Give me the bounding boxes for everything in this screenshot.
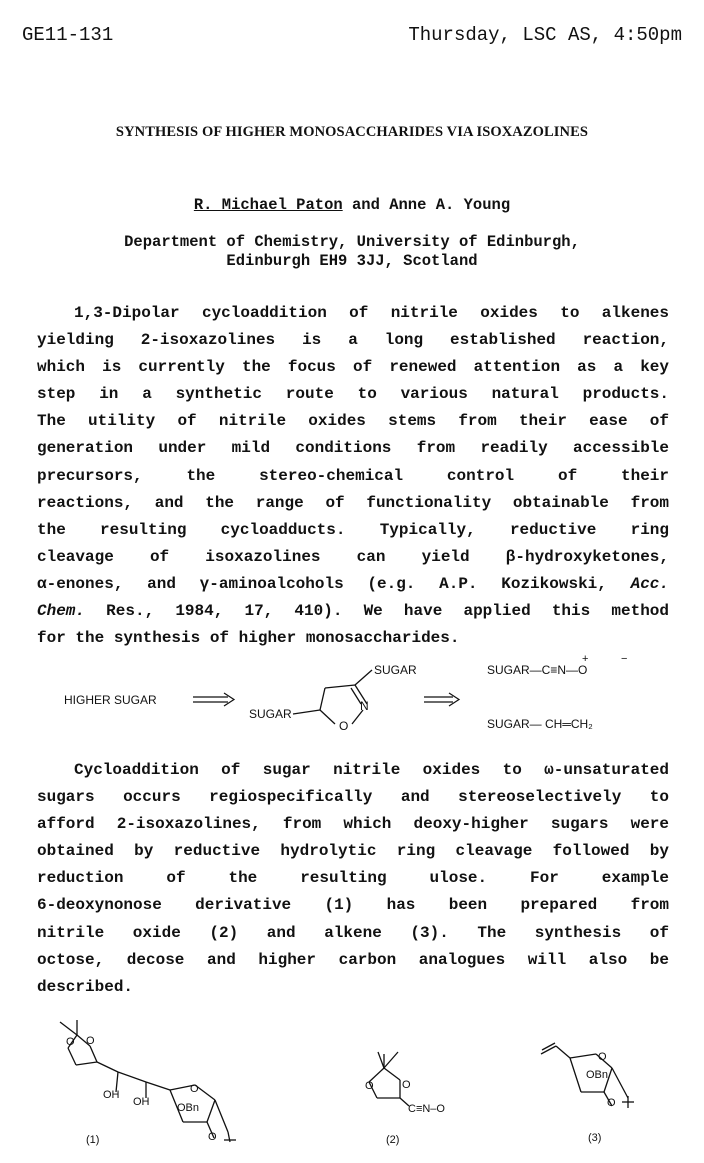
benzyloxy-3: OBn xyxy=(586,1069,609,1081)
text-line: yielding 2-isoxazolines is a long established reaction, xyxy=(37,331,669,350)
text-line: reactions, and the range of functionality obtainable from xyxy=(37,493,669,512)
text-line: for the synthesis of higher monosaccharides. xyxy=(37,629,460,648)
isopropylidene-o-3: O xyxy=(607,1097,616,1109)
nitrile-oxide-group: C≡N–O xyxy=(408,1103,445,1115)
text-line xyxy=(37,571,669,598)
text-line: octose, decose and higher carbon analogues will also be xyxy=(37,950,669,969)
text-line: generation under mild conditions from readily accessible xyxy=(37,439,669,458)
text-line: 1,3-Dipolar cycloaddition of nitrile oxides to alkenes xyxy=(74,304,669,322)
journal-abbrev-2: Chem. xyxy=(37,602,86,621)
isoxazoline-ring xyxy=(293,670,372,724)
higher-sugar-label: HIGHER SUGAR xyxy=(64,693,157,707)
affiliation-line-2: Edinburgh EH9 3JJ, Scotland xyxy=(226,252,478,270)
ring-oxygen: O xyxy=(339,719,349,733)
text-line: cleavage of isoxazolines can yield β-hydroxyketones, xyxy=(37,547,669,566)
acetonide-o-4: O xyxy=(402,1079,411,1091)
acetonide-o-3: O xyxy=(365,1080,374,1092)
affiliation-line-1: Department of Chemistry, University of Edinburgh, xyxy=(124,233,580,251)
sugar-left-label: SUGAR xyxy=(249,707,292,721)
text-line: nitrile oxide (2) and alkene (3). The synthesis of xyxy=(37,923,669,942)
retro-arrow-1 xyxy=(193,693,234,706)
benzyloxy-1: OBn xyxy=(177,1102,200,1114)
isopropylidene-o: O xyxy=(208,1131,217,1143)
text-line: Cycloaddition of sugar nitrile oxides to ω-unsaturated xyxy=(74,761,669,779)
acetonide-o-1: O xyxy=(66,1036,75,1048)
authors xyxy=(0,196,704,214)
retro-arrow-2 xyxy=(424,693,459,706)
text-line xyxy=(37,598,669,625)
hydroxyl-2: OH xyxy=(133,1096,150,1108)
charge-plus: + xyxy=(582,653,589,665)
text-segment: α-enones, and γ-aminoalcohols (e.g. A.P. Kozikowski, xyxy=(37,574,607,593)
text-line: which is currently the focus of renewed attention as a key xyxy=(37,358,669,377)
affiliation xyxy=(0,233,704,271)
structure-2-label: (2) xyxy=(386,1134,400,1146)
alkene-label: SUGAR— CH═CH₂ xyxy=(487,717,593,731)
session-info: Thursday, LSC AS, 4:50pm xyxy=(408,24,682,46)
text-line: reduction of the resulting ulose. For example xyxy=(37,869,669,888)
sugar-top-label: SUGAR xyxy=(374,663,417,677)
nitrile-oxide-label: SUGAR—C≡N—O xyxy=(487,663,588,677)
text-line: afford 2-isoxazolines, from which deoxy-higher sugars were xyxy=(37,815,669,834)
presenting-author: R. Michael Paton xyxy=(193,196,343,214)
author-connector: and xyxy=(342,196,390,214)
hydroxyl-1: OH xyxy=(103,1089,120,1101)
ring-nitrogen: N xyxy=(360,699,369,713)
paper-code: GE11-131 xyxy=(22,24,114,46)
structure-1-label: (1) xyxy=(86,1134,100,1146)
text-line: obtained by reductive hydrolytic ring cleavage followed by xyxy=(37,842,669,861)
structures-figure xyxy=(0,1010,704,1160)
text-line: step in a synthetic route to various natural products. xyxy=(37,385,669,404)
coauthor: Anne A. Young xyxy=(389,196,511,214)
text-line: the resulting cycloadducts. Typically, reductive ring xyxy=(37,520,669,539)
retrosynthesis-scheme xyxy=(0,652,704,742)
ring-oxygen-3: O xyxy=(598,1051,607,1063)
text-line: described. xyxy=(37,977,134,996)
text-segment: Res., 1984, 17, 410). We have applied this method xyxy=(106,602,669,621)
text-line: The utility of nitrile oxides stems from their ease of xyxy=(37,412,669,431)
structure-3-label: (3) xyxy=(588,1132,602,1144)
text-line: 6-deoxynonose derivative (1) has been prepared from xyxy=(37,896,669,915)
journal-abbrev-1: Acc. xyxy=(630,574,669,593)
acetonide-o-2: O xyxy=(86,1035,95,1047)
ring-oxygen-1: O xyxy=(190,1083,199,1095)
abstract-paragraph-2 xyxy=(37,757,669,1001)
abstract-paragraph-1 xyxy=(37,300,669,652)
paper-title: SYNTHESIS OF HIGHER MONOSACCHARIDES VIA ISOXAZOLINES xyxy=(115,124,589,140)
text-line: precursors, the stereo-chemical control of their xyxy=(37,466,669,485)
charge-minus: − xyxy=(621,653,628,665)
text-line: sugars occurs regiospecifically and stereoselectively to xyxy=(37,788,669,807)
